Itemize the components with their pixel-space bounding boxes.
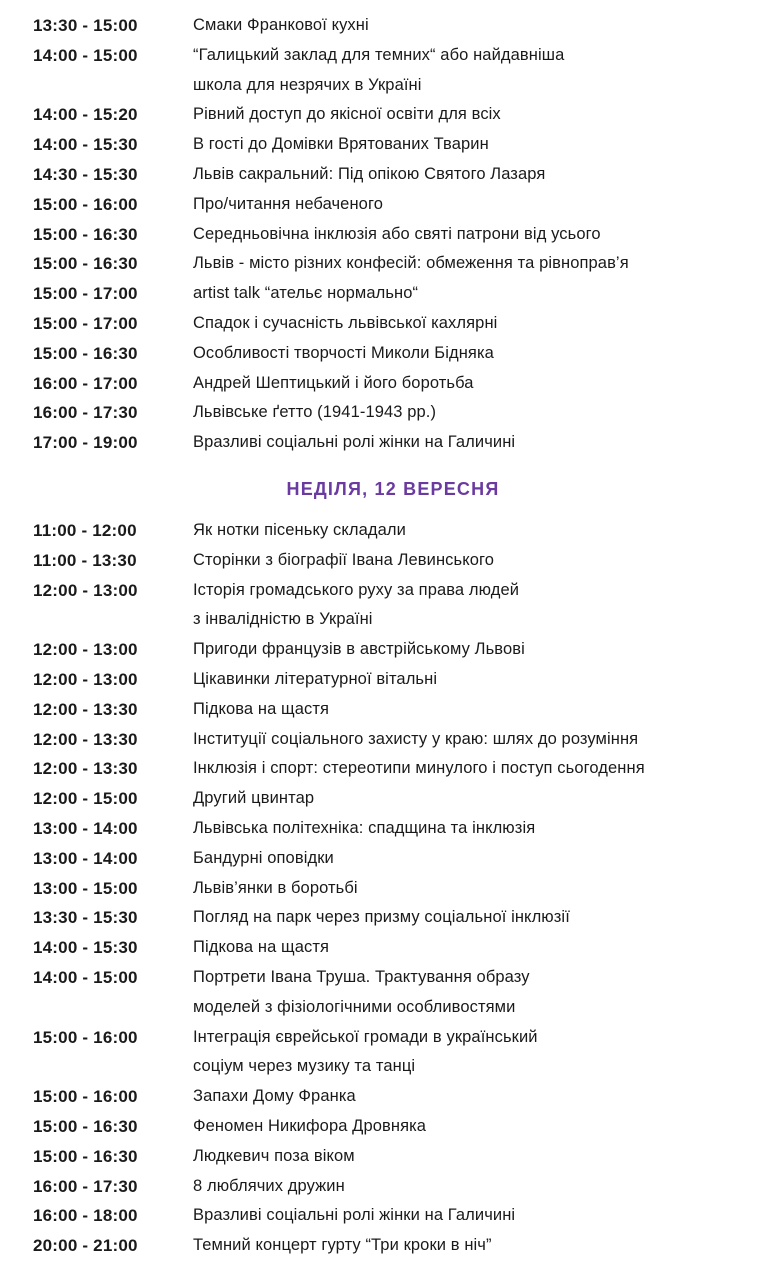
event-title: Підкова на щастя [193, 699, 330, 718]
event-time: 12:00 - 13:30 [33, 729, 138, 749]
event-time: 13:00 - 15:00 [33, 878, 138, 898]
event-time: 12:00 - 13:30 [33, 759, 138, 779]
schedule-row [0, 725, 768, 755]
event-title: Пригоди французів в австрійському Львові [193, 640, 525, 659]
event-time: 14:00 - 15:30 [33, 135, 138, 155]
schedule-row [0, 220, 768, 250]
event-title: Інклюзія і спорт: стереотипи минулого і поступ сьогодення [193, 759, 645, 778]
schedule-row [0, 933, 768, 963]
event-title: artist talk “ательє нормально“ [193, 284, 419, 303]
event-title: Темний концерт гурту “Три кроки в ніч” [193, 1236, 492, 1255]
schedule-row [0, 249, 768, 279]
event-title: Інституції соціального захисту у краю: шлях до розуміння [193, 729, 639, 748]
event-title: В гості до Домівки Врятованих Тварин [193, 135, 489, 154]
event-title: Андрей Шептицький і його боротьба [193, 373, 474, 392]
event-title: Середньовічна інклюзія або святі патрони від усього [193, 224, 601, 243]
event-title: Портрети Івана Труша. Трактування образу моделей з фізіологічними особливостями [193, 967, 530, 1016]
event-title: Смаки Франкової кухні [193, 16, 369, 34]
event-time: 15:00 - 16:30 [33, 224, 138, 244]
event-time: 17:00 - 19:00 [33, 433, 138, 453]
event-time: 20:00 - 21:00 [33, 1236, 138, 1256]
schedule-row [0, 665, 768, 695]
schedule-row [0, 1231, 768, 1261]
schedule-row [0, 903, 768, 933]
schedule-row [0, 339, 768, 369]
schedule-row [0, 190, 768, 220]
event-title: Рівний доступ до якісної освіти для всіх [193, 105, 501, 124]
event-time: 15:00 - 16:00 [33, 1087, 138, 1107]
event-title: Про/читання небаченого [193, 194, 383, 213]
event-title: Історія громадського руху за права людей з інвалідністю в Україні [193, 580, 520, 629]
schedule-row [0, 398, 768, 428]
event-time: 15:00 - 16:30 [33, 1146, 138, 1166]
schedule-row [0, 1112, 768, 1142]
event-time: 12:00 - 13:30 [33, 699, 138, 719]
event-title: Погляд на парк через призму соціальної інклюзії [193, 908, 570, 927]
event-time: 12:00 - 13:00 [33, 669, 138, 689]
schedule-row [0, 11, 768, 41]
schedule-row [0, 784, 768, 814]
event-time: 15:00 - 17:00 [33, 284, 138, 304]
schedule-row [0, 130, 768, 160]
event-title: Спадок і сучасність львівської кахлярні [193, 313, 498, 332]
schedule-row [0, 1023, 768, 1083]
schedule-row [0, 635, 768, 665]
event-title: Інтеграція єврейської громади в український соціум через музику та танці [193, 1027, 538, 1076]
schedule-row [0, 1082, 768, 1112]
event-time: 12:00 - 13:00 [33, 640, 138, 660]
event-time: 16:00 - 18:00 [33, 1206, 138, 1226]
schedule-row [0, 428, 768, 458]
event-time: 14:00 - 15:30 [33, 938, 138, 958]
event-time: 15:00 - 16:30 [33, 1116, 138, 1136]
event-time: 11:00 - 13:30 [33, 550, 137, 570]
event-time: 16:00 - 17:30 [33, 1176, 138, 1196]
schedule-row [0, 576, 768, 636]
schedule-row [0, 814, 768, 844]
sunday-schedule [0, 516, 768, 1261]
schedule-row [0, 1172, 768, 1202]
schedule-row [0, 754, 768, 784]
event-time: 15:00 - 16:00 [33, 194, 138, 214]
event-title: Сторінки з біографії Івана Левинського [193, 550, 495, 569]
event-title: Львівська політехніка: спадщина та інклюзія [193, 818, 536, 837]
schedule-row [0, 41, 768, 101]
schedule-row [0, 516, 768, 546]
event-title: Цікавинки літературної вітальні [193, 669, 438, 688]
schedule-row [0, 963, 768, 1023]
event-time: 14:30 - 15:30 [33, 164, 138, 184]
event-time: 15:00 - 16:30 [33, 343, 138, 363]
schedule-row [0, 279, 768, 309]
event-title: Вразливі соціальні ролі жінки на Галичині [193, 433, 516, 452]
schedule-row [0, 695, 768, 725]
event-time: 16:00 - 17:30 [33, 403, 138, 423]
event-time: 13:00 - 14:00 [33, 818, 138, 838]
schedule-row [0, 874, 768, 904]
event-title: Особливості творчості Миколи Бідняка [193, 343, 494, 362]
event-title: Львів сакральний: Під опікою Святого Лазаря [193, 164, 546, 183]
schedule-row [0, 1142, 768, 1172]
schedule-row [0, 844, 768, 874]
event-title: 8 люблячих дружин [193, 1176, 345, 1195]
event-time: 15:00 - 16:00 [33, 1027, 138, 1047]
event-time: 15:00 - 17:00 [33, 313, 138, 333]
event-title: Підкова на щастя [193, 938, 330, 957]
event-title: Людкевич поза віком [193, 1146, 355, 1165]
schedule-row [0, 160, 768, 190]
schedule-row [0, 1201, 768, 1231]
event-time: 13:30 - 15:30 [33, 908, 138, 928]
event-time: 12:00 - 13:00 [33, 580, 138, 600]
event-title: Як нотки пісеньку складали [193, 521, 406, 539]
schedule-row [0, 369, 768, 399]
schedule-row [0, 309, 768, 339]
event-time: 12:00 - 15:00 [33, 789, 138, 809]
event-time: 16:00 - 17:00 [33, 373, 138, 393]
event-title: Запахи Дому Франка [193, 1087, 356, 1106]
event-title: “Галицький заклад для темних“ або найдавніша школа для незрячих в Україні [193, 45, 565, 94]
day-heading-sunday: НЕДІЛЯ, 12 ВЕРЕСНЯ [286, 479, 500, 499]
event-time: 13:00 - 14:00 [33, 848, 138, 868]
event-title: Бандурні оповідки [193, 848, 334, 867]
event-title: Феномен Никифора Дровняка [193, 1116, 427, 1135]
event-time: 13:30 - 15:00 [33, 16, 138, 35]
saturday-schedule [0, 11, 768, 458]
event-title: Львів’янки в боротьбі [193, 878, 358, 897]
event-title: Львів - місто різних конфесій: обмеження та рівноправ’я [193, 254, 629, 273]
event-time: 11:00 - 12:00 [33, 521, 137, 540]
event-time: 14:00 - 15:20 [33, 105, 138, 125]
event-title: Вразливі соціальні ролі жінки на Галичині [193, 1206, 516, 1225]
event-time: 15:00 - 16:30 [33, 254, 138, 274]
event-time: 14:00 - 15:00 [33, 967, 138, 987]
schedule-row [0, 546, 768, 576]
schedule-row [0, 100, 768, 130]
event-time: 14:00 - 15:00 [33, 45, 138, 65]
event-title: Другий цвинтар [193, 789, 315, 808]
event-title: Львівське ґетто (1941-1943 рр.) [193, 403, 437, 422]
